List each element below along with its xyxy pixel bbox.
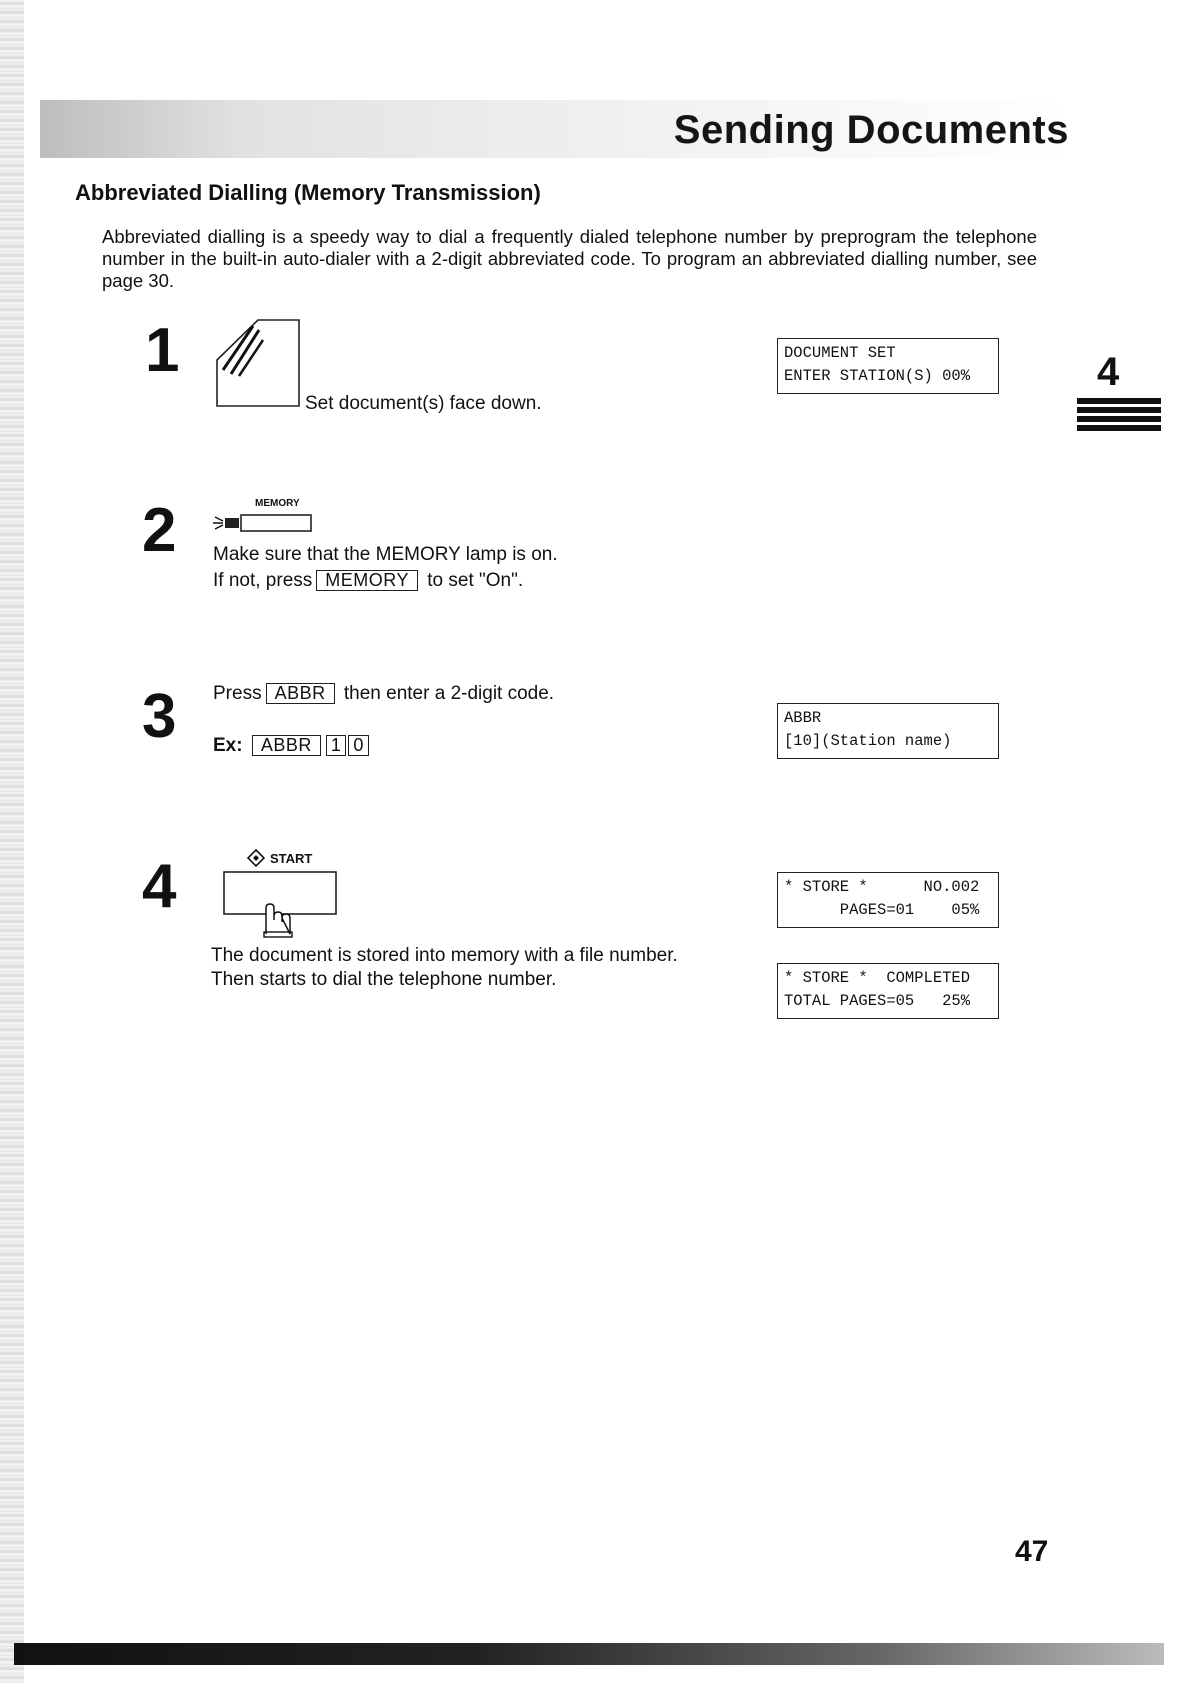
- step-2-line-2: [213, 569, 523, 593]
- step-2-suffix: to set "On".: [427, 570, 524, 591]
- step-4-line-2: Then starts to dial the telephone number.: [211, 969, 557, 990]
- step-3-suffix: then enter a 2-digit code.: [343, 683, 555, 704]
- step-3-prefix: Press: [213, 683, 262, 704]
- start-button-press-icon: [222, 870, 340, 938]
- lcd-line: ABBR: [784, 709, 822, 727]
- step-4-number: 4: [142, 852, 177, 921]
- step-2-prefix: If not, press: [213, 570, 313, 591]
- bottom-band: [14, 1643, 1164, 1665]
- lcd-line: * STORE * NO.002: [784, 878, 980, 896]
- step-1-text: Set document(s) face down.: [305, 393, 542, 414]
- example-label: Ex:: [213, 735, 243, 756]
- lcd-line: DOCUMENT SET: [784, 344, 896, 362]
- lcd-line: PAGES=01 05%: [784, 901, 980, 919]
- lcd-display-step-1: [777, 338, 999, 394]
- memory-keycap: MEMORY: [316, 570, 418, 591]
- section-title: Abbreviated Dialling (Memory Transmission): [75, 180, 541, 205]
- start-key-label: START: [270, 851, 313, 866]
- step-3-example: [213, 734, 370, 758]
- scan-edge-texture: [0, 0, 24, 1683]
- lcd-line: [10](Station name): [784, 732, 952, 750]
- intro-paragraph: Abbreviated dialling is a speedy way to dial a frequently dialed telephone number by preprogram the telephone number in the built-in auto-dialer with a 2-digit abbreviated code. To program an abbreviated dialling number, see page 30.: [102, 226, 1037, 291]
- start-diamond-icon: [247, 849, 265, 867]
- lcd-line: TOTAL PAGES=05 25%: [784, 992, 971, 1010]
- chapter-thumb-tab: [1077, 398, 1161, 434]
- example-abbr-keycap: ABBR: [252, 735, 321, 756]
- memory-key-label: MEMORY: [255, 498, 300, 509]
- page-number: 47: [1015, 1535, 1049, 1568]
- page-title: Sending Documents: [673, 108, 1069, 152]
- lcd-line: ENTER STATION(S) 00%: [784, 367, 971, 385]
- step-2-number: 2: [142, 496, 177, 565]
- lcd-display-step-4-storing: [777, 872, 999, 928]
- lcd-line: * STORE * COMPLETED: [784, 969, 971, 987]
- step-1-number: 1: [145, 316, 180, 385]
- step-4-line-1: The document is stored into memory with a file number.: [211, 945, 678, 966]
- step-3-number: 3: [142, 682, 177, 751]
- lcd-display-step-4-completed: [777, 963, 999, 1019]
- document-face-down-icon: [213, 318, 303, 410]
- abbr-keycap: ABBR: [266, 683, 335, 704]
- example-digit-keycap: 0: [348, 735, 369, 756]
- example-digit-keycap: 1: [326, 735, 347, 756]
- lcd-display-step-3: [777, 703, 999, 759]
- step-3-instruction: [213, 682, 554, 706]
- memory-lamp-icon: [213, 511, 317, 535]
- chapter-number: 4: [1097, 350, 1120, 394]
- step-2-line-1: Make sure that the MEMORY lamp is on.: [213, 544, 558, 565]
